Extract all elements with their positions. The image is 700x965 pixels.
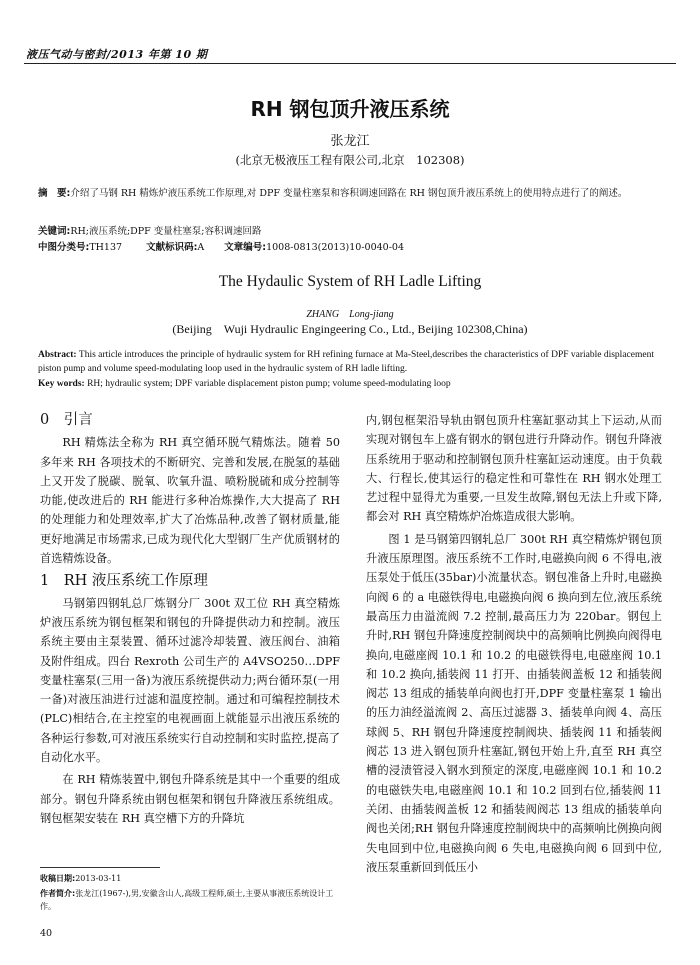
paragraph: 马钢第四钢轧总厂炼钢分厂 300t 双工位 RH 真空精炼炉液压系统为钢包框架和钢包的升降提供动力和控制。液压系统主要由主泵装置、循环过滤冷却装置、液压阀台、油箱及附件组成。四台 Rexroth 公司生产的 A4VSO250…DPF 变量柱塞泵(三用一备)为液压系统提供动力;两台循环泵(一用一备)对液压油进行过滤和温度控制。通过和可编程控制技术(PLC)相结合,在主控室的电视画面上就能显示出液压系统的各种运行参数,可对液压系统实行自动控制和实时监控,提高了自动化水平。 — [40, 596, 340, 765]
left-column — [40, 411, 340, 828]
keywords-en-text: RH; hydraulic system; DPF variable displacement piston pump; volume speed-modulating loop — [87, 379, 451, 389]
right-column — [366, 411, 662, 877]
affiliation-en: (Beijing Wuji Hydraulic Engingeering Co., Ltd., Beijing 102308,China) — [172, 322, 528, 336]
title-cn: RH 钢包顶升液压系统 — [250, 97, 450, 121]
abstract-en-label: Abstract: — [38, 350, 77, 360]
keywords-en — [38, 377, 668, 391]
abstract-cn — [38, 187, 668, 201]
paragraph: 在 RH 精炼装置中,钢包升降系统是其中一个重要的组成部分。钢包升降系统由钢包框架和钢包升降液压系统组成。钢包框架安装在 RH 真空槽下方的升降坑 — [40, 773, 340, 825]
keywords-cn — [38, 225, 261, 239]
paragraph: 图 1 是马钢第四钢轧总厂 300t RH 真空精炼炉钢包顶升液压原理图。液压系统不工作时,电磁换向阀 6 不得电,液压泵处于低压(35bar)小流量状态。钢包准备上升时,电磁换向阀 6 的 a 电磁铁得电,电磁换向阀 6 换向到左位,液压系统最高压力由溢流阀 7.2 控制,最高压力为 220bar。钢包上升时,RH 钢包升降速度控制阀块中的高频响比例换向阀得电换向,电磁座阀 10.1 和 10.2 的电磁铁得电,电磁座阀 10.1 和 10.2 换向,插装阀 11 打开、由插装阀盖板 12 和插装阀阀芯 13 组成的插装单向阀也打开,DPF 变量柱塞泵 1 输出的压力油经溢流阀 2、高压过滤器 3、插装单向阀 4、高压球阀 5、RH 钢包升降速度控制阀块、插装阀 11 和插装阀阀芯 13 进入钢包顶升柱塞缸,钢包开始上升,直至 RH 真空槽的浸渍管浸入钢水到预定的深度,电磁座阀 10.1 和 10.2 的电磁铁失电,电磁座阀 10.1 和 10.2 回到右位,插装阀 11 关闭、由插装阀盖板 12 和插装阀阀芯 13 组成的插装单向阀也关闭;RH 钢包升降速度控制阀块中的高频响比例换向阀失电回到中位,电磁换向阀 6 失电,电磁换向阀 6 回到中位,液压泵重新回到低压小 — [366, 532, 662, 874]
received-date — [40, 872, 340, 885]
abstract-en — [38, 348, 668, 376]
bio-label: 作者简介: — [40, 889, 76, 898]
section-0-heading: 0 引言 — [40, 412, 93, 428]
clc-label: 中图分类号: — [38, 242, 90, 253]
header-rule — [24, 63, 676, 64]
author-en: ZHANG Long-jiang — [306, 309, 394, 320]
page-number: 40 — [40, 928, 53, 939]
doc-code-label: 文献标识码: — [146, 242, 198, 253]
author-bio — [40, 887, 340, 913]
footnote-rule — [40, 867, 160, 868]
clc-value: TH137 — [89, 242, 123, 253]
article-no-value: 1008-0813(2013)10-0040-04 — [266, 242, 405, 253]
keywords-cn-text: RH;液压系统;DPF 变量柱塞泵;容积调速回路 — [70, 226, 262, 237]
keywords-cn-label: 关键词: — [38, 226, 71, 237]
abstract-en-text: This article introduces the principle of hydraulic system for RH refining furnace at Ma-Steel,describes the characteristics of DPF variable displacement piston pump and volume speed-modulating loop used in the hydraulic system of RH ladle lifting. — [38, 350, 654, 374]
abstract-cn-text: 介绍了马钢 RH 精炼炉液压系统工作原理,对 DPF 变量柱塞泵和容积调速回路在 RH 钢包顶升液压系统上的使用特点进行了的阐述。 — [70, 188, 628, 199]
title-en: The Hydaulic System of RH Ladle Lifting — [218, 273, 482, 290]
received-value: 2013-03-11 — [75, 874, 122, 883]
journal-header: 液压气动与密封/2013 年第 10 期 — [26, 48, 208, 61]
received-label: 收稿日期: — [40, 874, 76, 883]
affiliation-cn: (北京无极液压工程有限公司,北京 102308) — [235, 153, 465, 167]
author-cn: 张龙江 — [330, 134, 370, 149]
paragraph: RH 精炼法全称为 RH 真空循环脱气精炼法。随着 50 多年来 RH 各项技术的不断研究、完善和发展,在脱氢的基础上又开发了脱碳、脱氧、吹氧升温、喷粉脱硫和成分控制等功能,使改进后的 RH 能进行多种冶炼操作,大大提高了 RH 的处理能力和处理效率,扩大了冶炼品种,改善了钢材质量,能更好地满足市场需求,已成为现代化大型钢厂生产优质钢材的首选精炼设备。 — [40, 436, 340, 566]
doc-code-value: A — [197, 242, 205, 253]
section-1-heading: 1 RH 液压系统工作原理 — [40, 573, 208, 590]
classification-line — [38, 241, 404, 255]
bio-text: 张龙江(1967-),男,安徽含山人,高级工程师,硕士,主要从事液压系统设计工作。 — [40, 889, 334, 911]
abstract-cn-label: 摘 要: — [38, 188, 71, 199]
paragraph: 内,钢包框架沿导轨由钢包顶升柱塞缸驱动其上下运动,从而实现对钢包车上盛有钢水的钢包进行升降动作。钢包升降液压系统用于驱动和控制钢包顶升柱塞缸运动速度。由于负载大、行程长,使其运行的稳定性和可靠性在 RH 钢水处理工艺过程中显得尤为重要,一旦发生故障,钢包无法上升或下降,都会对 RH 真空精炼炉冶炼造成很大影响。 — [366, 414, 662, 524]
article-no-label: 文章编号: — [224, 242, 267, 253]
keywords-en-label: Key words: — [38, 379, 85, 389]
